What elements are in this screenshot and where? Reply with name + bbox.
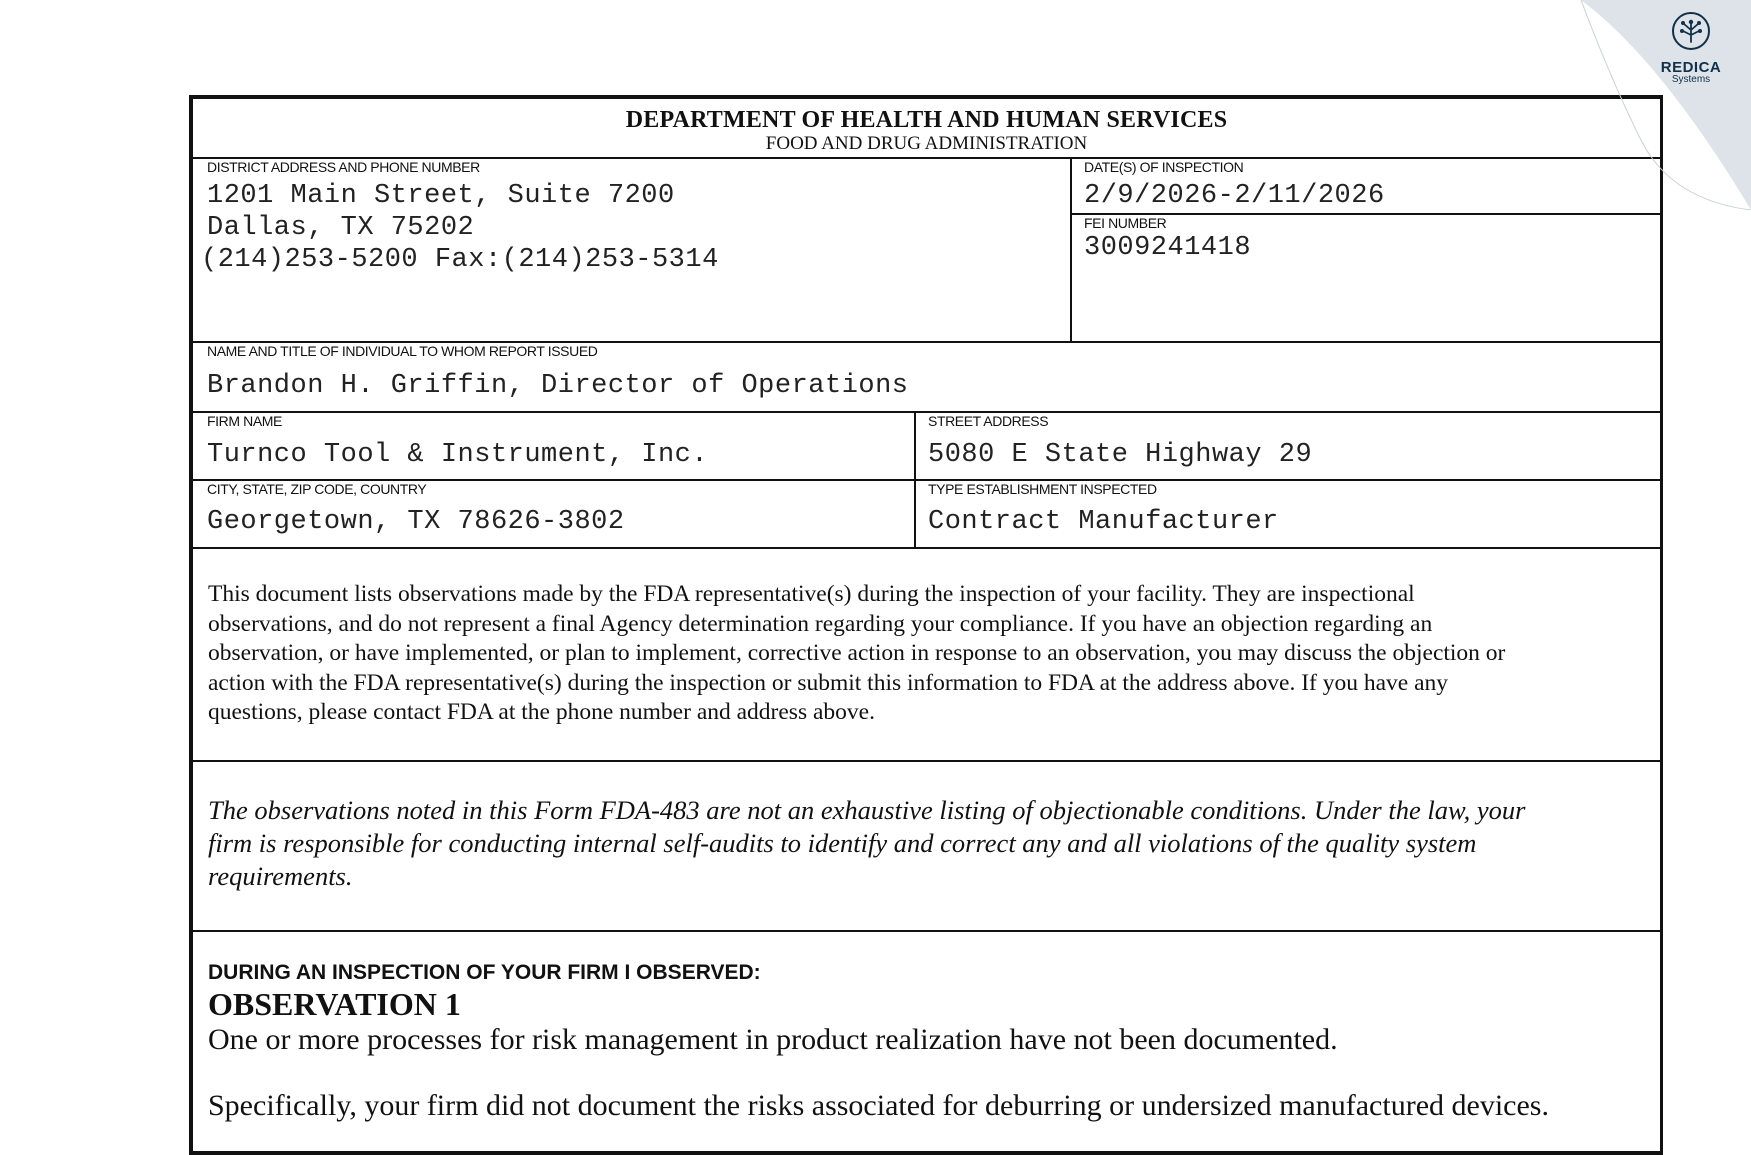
firm-name-value: Turnco Tool & Instrument, Inc.	[207, 440, 709, 470]
street-address-label: STREET ADDRESS	[928, 413, 1049, 429]
notice-line: action with the FDA representative(s) during the inspection or submit this information to FDA at the address above. If you have any	[208, 669, 1449, 696]
inspection-dates-label: DATE(S) OF INSPECTION	[1084, 159, 1244, 175]
observation-summary: One or more processes for risk management in product realization have not been documented.	[208, 1023, 1338, 1056]
fei-number-label: FEI NUMBER	[1084, 215, 1167, 231]
observation-title: OBSERVATION 1	[208, 986, 461, 1022]
observations-intro: DURING AN INSPECTION OF YOUR FIRM I OBSERVED:	[208, 961, 761, 984]
city-value: Georgetown, TX 78626-3802	[207, 507, 625, 537]
firm-name-label: FIRM NAME	[207, 413, 282, 429]
disclaimer-line: The observations noted in this Form FDA-483 are not an exhaustive listing of objectionable conditions. Under the law, your	[208, 795, 1526, 825]
notice-line: observation, or have implemented, or plan to implement, corrective action in response to an observation, you may discuss the objection or	[208, 640, 1506, 666]
disclaimer-line: firm is responsible for conducting internal self-audits to identify and correct any and all violations of the quality system	[208, 828, 1477, 858]
city-label: CITY, STATE, ZIP CODE, COUNTRY	[207, 481, 427, 497]
redica-logo	[1651, 10, 1731, 85]
inspection-dates-value: 2/9/2026-2/11/2026	[1084, 181, 1385, 211]
divider	[1070, 157, 1072, 341]
fei-number-value: 3009241418	[1084, 233, 1252, 263]
notice-paragraph	[208, 580, 1653, 728]
establishment-type-value: Contract Manufacturer	[928, 507, 1279, 537]
report-issued-value: Brandon H. Griffin, Director of Operations	[207, 371, 909, 401]
redica-tree-icon	[1670, 10, 1712, 52]
district-address-line2: Dallas, TX 75202	[207, 213, 475, 243]
observation-detail: Specifically, your firm did not document the risks associated for deburring or undersized manufactured devices.	[208, 1089, 1549, 1122]
notice-line: observations, and do not represent a final Agency determination regarding your compliance. If you have an objection regarding an	[208, 610, 1433, 637]
disclaimer-paragraph	[208, 794, 1653, 893]
redica-brand-name: REDICA	[1660, 59, 1722, 76]
divider	[193, 760, 1660, 762]
notice-line: questions, please contact FDA at the phone number and address above.	[208, 699, 875, 725]
divider	[193, 411, 1660, 413]
fda-483-form	[189, 95, 1663, 1155]
divider	[193, 547, 1660, 549]
agency-subtitle: FOOD AND DRUG ADMINISTRATION	[765, 133, 1088, 154]
establishment-type-label: TYPE ESTABLISHMENT INSPECTED	[928, 481, 1157, 497]
disclaimer-line: requirements.	[208, 861, 353, 891]
notice-line: This document lists observations made by the FDA representative(s) during the inspection of your facility. They are inspectional	[208, 581, 1415, 607]
report-issued-label: NAME AND TITLE OF INDIVIDUAL TO WHOM REPORT ISSUED	[207, 343, 598, 359]
district-label: DISTRICT ADDRESS AND PHONE NUMBER	[207, 159, 480, 175]
department-title: DEPARTMENT OF HEALTH AND HUMAN SERVICES	[625, 107, 1228, 133]
district-address-line1: 1201 Main Street, Suite 7200	[207, 181, 675, 211]
district-phone-fax: (214)253-5200 Fax:(214)253-5314	[201, 245, 719, 275]
redica-tagline: Systems	[1671, 74, 1711, 85]
divider	[193, 930, 1660, 932]
street-address-value: 5080 E State Highway 29	[928, 440, 1313, 470]
